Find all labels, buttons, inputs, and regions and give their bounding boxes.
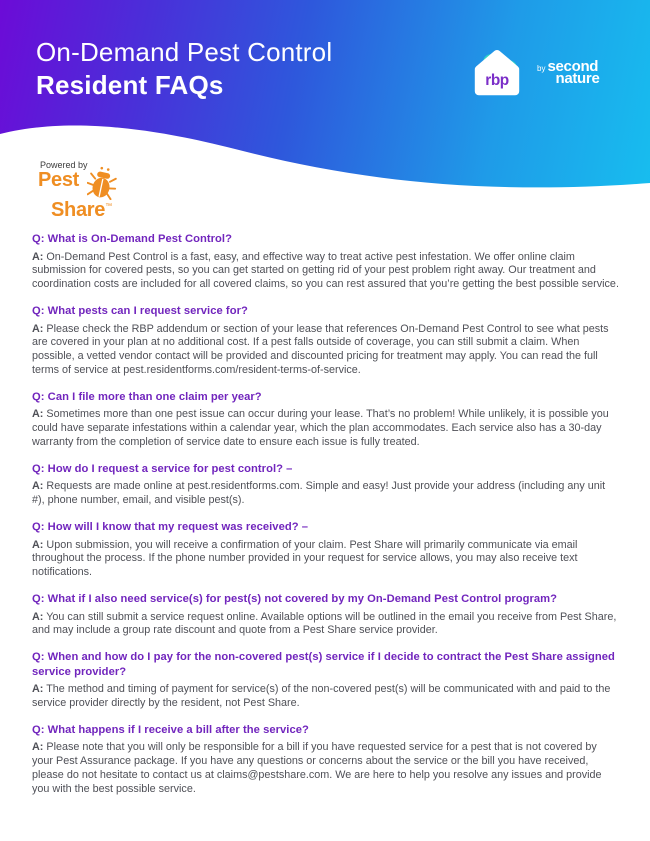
faq-answer [32,323,620,378]
pest-share-bug-icon [87,166,117,200]
pest-share-wordmark-row [38,170,117,200]
faq-question: Q: When and how do I pay for the non-covered pest(s) service if I decide to contract the Pest Share assigned service provider? [32,651,615,678]
faq-answer-text: Requests are made online at pest.residentforms.com. Simple and easy! Just provide your address (including any unit #), phone number, email, and visible pest(s). [32,480,606,507]
faq-answer-text: Please check the RBP addendum or section of your lease that references On-Demand Pest Control to see what pests are covered in your plan at no additional cost. If a pest falls outside of coverage, you can still submit a claim. When possible, a vetted vendor contact will be provided and discounted pricing for treatment may apply. You can read the full terms of service at pest.residentforms.com/resident-terms-of-service. [32,322,609,376]
second-nature-by-label: by [537,64,546,73]
faq-question: Q: Can I file more than one claim per year? [32,390,262,403]
faq-item [32,592,620,638]
faq-answer-prefix: A: [32,322,44,335]
rbp-logo-icon [468,45,526,103]
header-banner [0,0,650,221]
faq-answer-prefix: A: [32,683,44,696]
pest-share-word2 [51,198,117,219]
faq-item [32,232,620,292]
faq-answer-prefix: A: [32,250,44,263]
faq-answer-prefix: A: [32,538,44,551]
trademark-symbol: ™ [105,203,112,210]
powered-by-label: Powered by [40,160,88,170]
faq-answer [32,408,620,449]
faq-answer-text: You can still submit a service request online. Available options will be outlined in the email you receive from Pest Share, and may include a group rate discount and quote from a Pest Share service provider. [32,610,617,637]
pest-share-word2-text: Share [51,199,106,221]
faq-item [32,520,620,580]
faq-answer [32,539,620,580]
faq-question: Q: What happens if I receive a bill after the service? [32,723,309,736]
page-title-line2: Resident FAQs [36,70,224,100]
second-nature-wordmark [547,58,600,87]
faq-answer-prefix: A: [32,610,44,623]
faq-item [32,462,620,508]
faq-answer [32,251,620,292]
faq-question: Q: What is On-Demand Pest Control? [32,233,232,245]
faq-item [32,390,620,450]
faq-answer-text: Sometimes more than one pest issue can occur during your lease. That’s no problem! While unlikely, it is possible you could have separate infestations within a calendar year, which the plan accommodates. Each service also has a 30-day warranty from the completion of service date to ensure each issue is fully treated. [32,408,609,448]
page-title-line1: On-Demand Pest Control [36,37,333,67]
second-nature-line2: nature [555,70,600,87]
powered-by-pest-share [38,160,117,219]
faq-answer [32,611,620,639]
faq-answer-text: On-Demand Pest Control is a fast, easy, and effective way to treat active pest infestation. We offer online claim submission for covered pests, so you can get started on getting rid of your pest problem right away. Our treatment and coordination costs are included for all covered claims, so you can rest assured that you’re getting the best possible service. [32,250,619,291]
faq-answer-prefix: A: [32,480,44,493]
faq-answer-text: Upon submission, you will receive a confirmation of your claim. Pest Share will primarily communicate via email throughout the process. If the phone number provided in your request for service allows, you may also receive text notifications. [32,538,578,579]
faq-answer [32,741,620,796]
page-title [36,36,332,102]
faq-question: Q: What if I also need service(s) for pest(s) not covered by my On-Demand Pest Control program? [32,592,558,605]
faq-item [32,304,620,378]
faq-question: Q: What pests can I request service for? [32,304,248,317]
faq-answer-prefix: A: [32,741,44,754]
faq-answer-text: The method and timing of payment for service(s) of the non-covered pest(s) will be communicated with and paid to the service provider directly by the resident, not Pest Share. [32,683,611,710]
faq-list [0,212,650,797]
faq-answer-text: Please note that you will only be responsible for a bill if you have requested service for a pest that is not covered by your Pest Assurance package. If you have any questions or concerns about the service or the bill you have received, please do not hesitate to contact us at claims@pestshare.com. We are here to help you resolve any issues and provide you with the best possible service. [32,741,602,795]
pest-share-word1: Pest [38,169,80,191]
faq-question: Q: How do I request a service for pest control? – [32,462,293,475]
faq-answer [32,683,620,711]
faq-question: Q: How will I know that my request was received? – [32,520,309,533]
faq-answer [32,480,620,508]
second-nature-logo [537,58,600,87]
second-nature-line1: second [547,58,599,75]
faq-answer-prefix: A: [32,408,44,421]
rbp-logo-text: rbp [485,71,509,89]
faq-item [32,650,620,711]
faq-item [32,723,620,797]
